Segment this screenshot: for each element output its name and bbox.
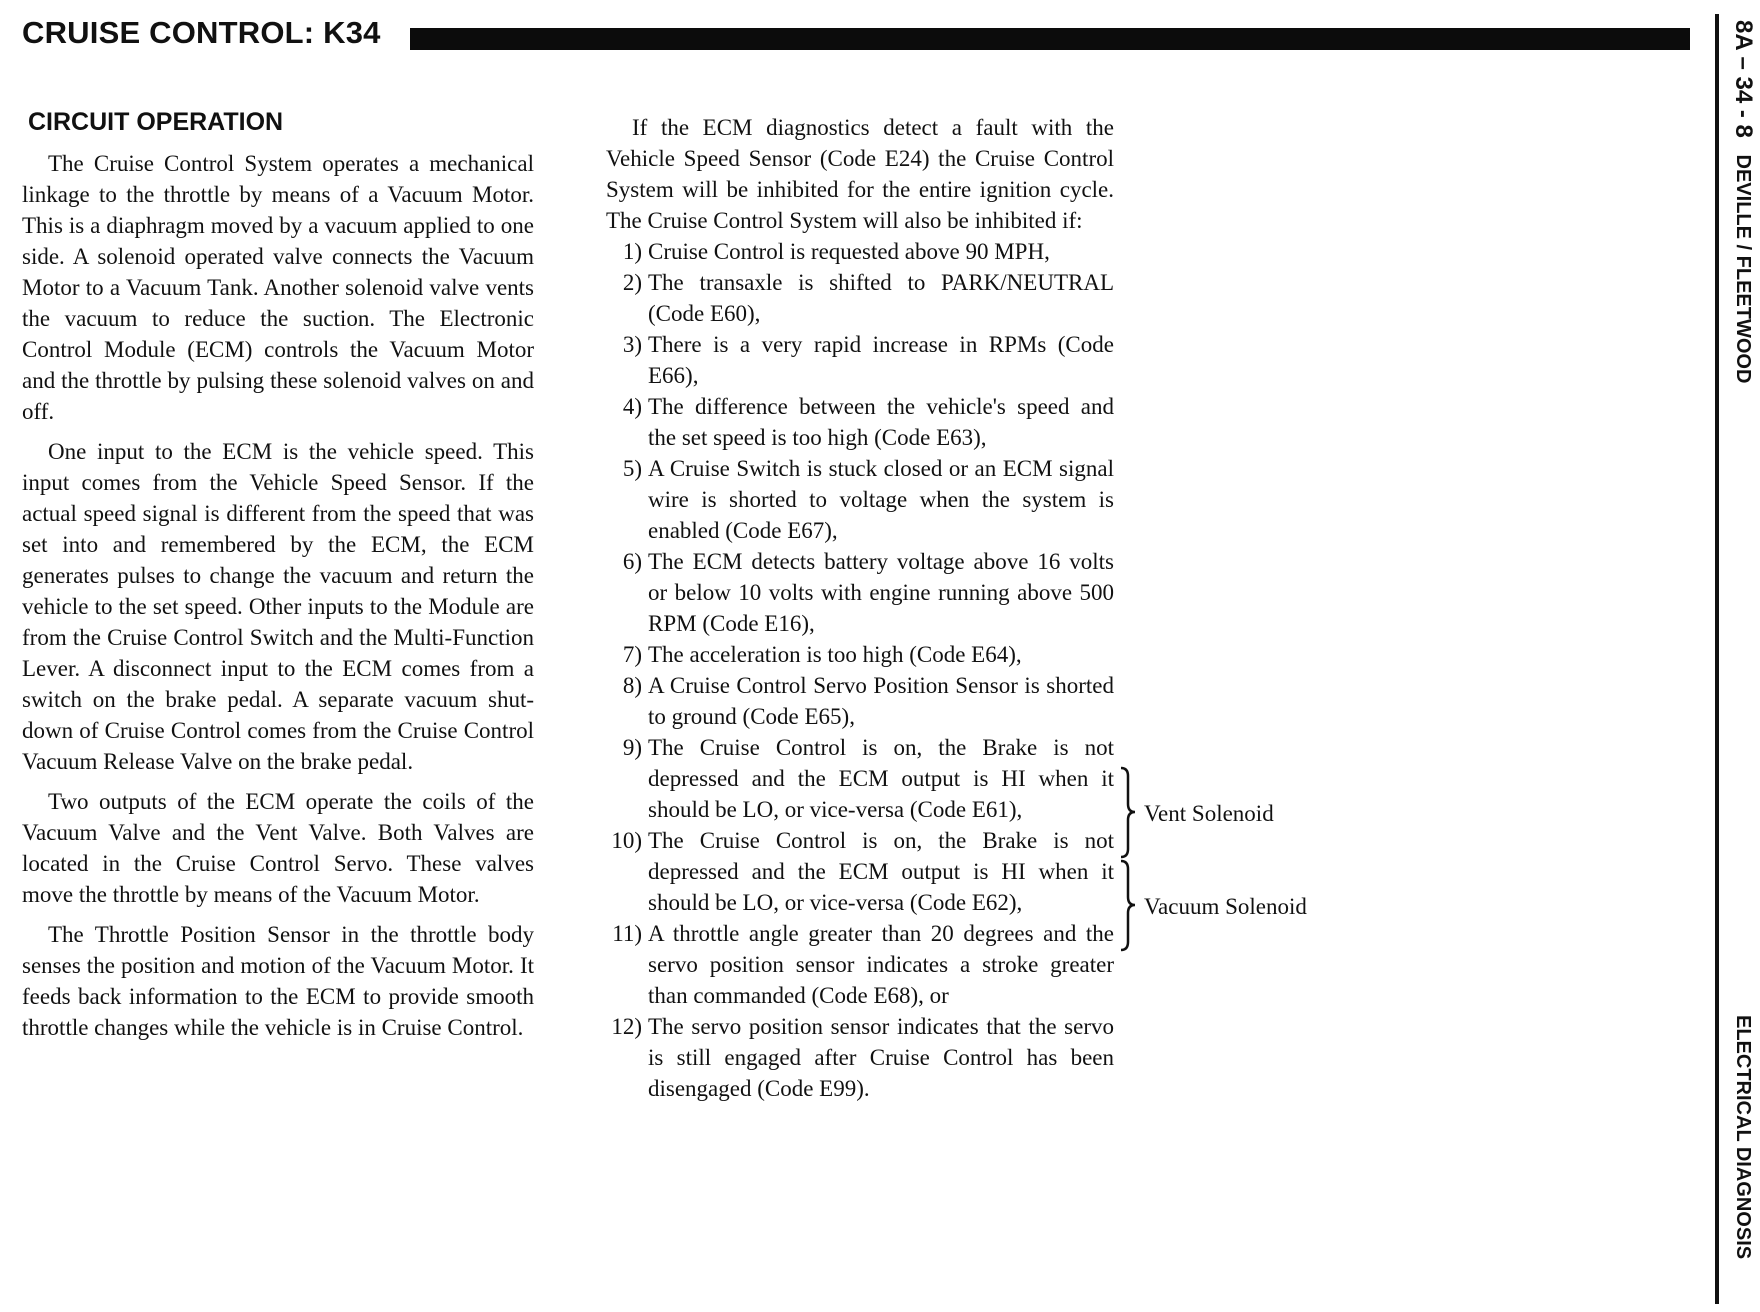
intro-paragraph: If the ECM diagnostics detect a fault with the Vehicle Speed Sensor (Code E24) the Cruise Control System will be inhibited for the entire ignition cycle. The Cruise Control System will also be inhibited if: [606, 115, 1114, 233]
item-number: 3) [622, 332, 642, 357]
list-item [606, 267, 1114, 329]
list-item [606, 825, 1114, 918]
item-number: 8) [622, 673, 642, 698]
section-title: CIRCUIT OPERATION [28, 108, 284, 136]
item-text: A throttle angle greater than 20 degrees and the servo position sensor indicates a stroke greater than commanded (Code E68), or [648, 921, 1114, 1008]
item-text: A Cruise Control Servo Position Sensor is shorted to ground (Code E65), [648, 673, 1114, 729]
left-column [22, 148, 534, 1052]
list-item [606, 546, 1114, 639]
item-text: A Cruise Switch is stuck closed or an ECM signal wire is shorted to voltage when the system is enabled (Code E67), [648, 456, 1114, 543]
paragraph: The Cruise Control System operates a mechanical linkage to the throttle by means of a Vacuum Motor. This is a diaphragm moved by a vacuum applied to one side. A solenoid operated valve connects the Vacuum Motor to a Vacuum Tank. Another solenoid valve vents the vacuum to reduce the suction. The Electronic Control Module (ECM) controls the Vacuum Motor and the throttle by pulsing these solenoid valves on and off. [22, 151, 534, 424]
vent-solenoid-brace [1119, 766, 1139, 859]
item-text: The transaxle is shifted to PARK/NEUTRAL (Code E60), [648, 270, 1114, 326]
inhibit-condition-list [606, 236, 1114, 1104]
page-number: 8A – 34 - 8 [1730, 20, 1757, 138]
item-text: The acceleration is too high (Code E64), [648, 642, 1022, 667]
item-number: 10) [611, 828, 642, 853]
sidebar-header [1731, 20, 1755, 383]
list-item [606, 918, 1114, 1011]
list-item [606, 732, 1114, 825]
vacuum-solenoid-brace [1119, 859, 1139, 952]
item-number: 12) [611, 1014, 642, 1039]
vacuum-solenoid-label: Vacuum Solenoid [1144, 894, 1307, 919]
item-text: Cruise Control is requested above 90 MPH, [648, 239, 1050, 264]
list-item [606, 1011, 1114, 1104]
item-number: 1) [622, 239, 642, 264]
list-item [606, 329, 1114, 391]
paragraph: The Throttle Position Sensor in the throttle body senses the position and motion of the Vacuum Motor. It feeds back information to the ECM to provide smooth throttle changes while the vehicle is in Cruise Control. [22, 922, 534, 1040]
item-number: 6) [622, 549, 642, 574]
item-text: There is a very rapid increase in RPMs (Code E66), [648, 332, 1114, 388]
right-margin-rule [1715, 14, 1719, 1304]
header-bar [410, 28, 1690, 50]
item-number: 11) [612, 921, 642, 946]
section-name: ELECTRICAL DIAGNOSIS [1732, 1015, 1754, 1260]
model-name: DEVILLE / FLEETWOOD [1732, 154, 1754, 384]
list-item [606, 670, 1114, 732]
item-text: The ECM detects battery voltage above 16 volts or below 10 volts with engine running above 500 RPM (Code E16), [648, 549, 1114, 636]
item-number: 5) [622, 456, 642, 481]
item-text: The difference between the vehicle's speed and the set speed is too high (Code E63), [648, 394, 1114, 450]
item-number: 9) [622, 735, 642, 760]
item-number: 4) [622, 394, 642, 419]
item-text: The Cruise Control is on, the Brake is not depressed and the ECM output is HI when it should be LO, or vice-versa (Code E61), [648, 735, 1114, 822]
list-item [606, 236, 1114, 267]
paragraph: Two outputs of the ECM operate the coils of the Vacuum Valve and the Vent Valve. Both Valves are located in the Cruise Control Servo. These valves move the throttle by means of the Vacuum Motor. [22, 789, 534, 907]
paragraph: One input to the ECM is the vehicle speed. This input comes from the Vehicle Speed Sensor. If the actual speed signal is different from the speed that was set into and remembered by the ECM, the ECM generates pulses to change the vacuum and return the vehicle to the set speed. Other inputs to the Module are from the Cruise Control Switch and the Multi-Function Lever. A disconnect input to the ECM comes from a switch on the brake pedal. A separate vacuum shut-down of Cruise Control comes from the Cruise Control Vacuum Release Valve on the brake pedal. [22, 439, 534, 774]
list-item [606, 391, 1114, 453]
item-number: 2) [622, 270, 642, 295]
vent-solenoid-label: Vent Solenoid [1144, 801, 1274, 826]
right-column [606, 112, 1114, 1104]
page-title: CRUISE CONTROL: K34 [22, 15, 381, 50]
list-item [606, 453, 1114, 546]
item-text: The servo position sensor indicates that the servo is still engaged after Cruise Control has been disengaged (Code E99). [648, 1014, 1114, 1101]
list-item [606, 639, 1114, 670]
item-number: 7) [622, 642, 642, 667]
item-text: The Cruise Control is on, the Brake is not depressed and the ECM output is HI when it should be LO, or vice-versa (Code E62), [648, 828, 1114, 915]
